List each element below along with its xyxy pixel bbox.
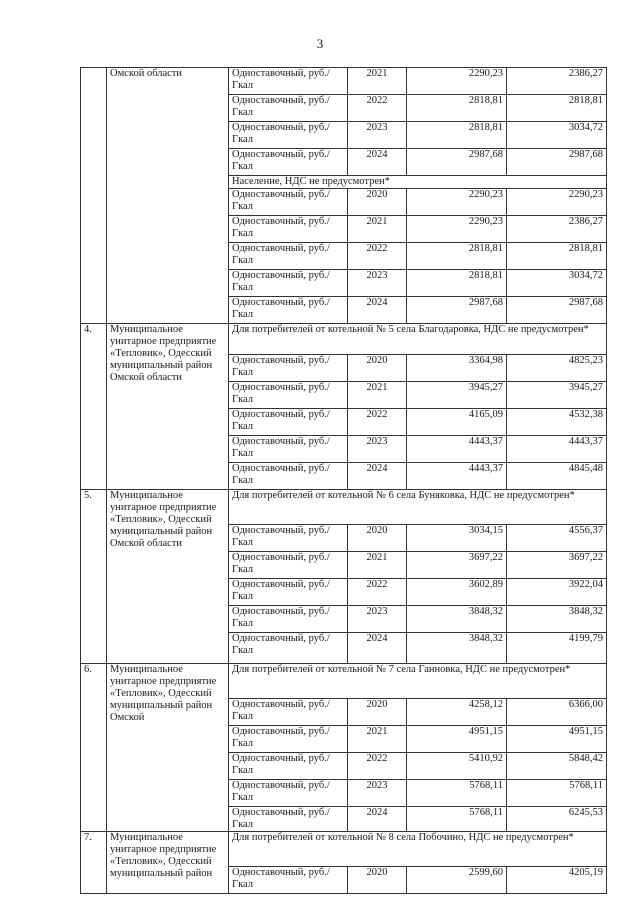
tariff-type: Одноставочный, руб./Гкал (229, 189, 348, 216)
tariff-value-second-half: 4825,23 (507, 355, 607, 382)
year-cell: 2023 (348, 270, 407, 297)
tariff-value-first-half: 3697,22 (407, 552, 507, 579)
tariff-value-first-half: 5768,11 (407, 780, 507, 807)
tariff-type: Одноставочный, руб./Гкал (229, 409, 348, 436)
year-cell: 2020 (348, 355, 407, 382)
page-number: 3 (316, 36, 324, 51)
tariff-value-first-half: 4165,09 (407, 409, 507, 436)
section-header-row (81, 832, 607, 867)
row-number: 6. (81, 664, 107, 832)
tariff-value-first-half: 2290,23 (407, 68, 507, 95)
row-number (81, 68, 107, 324)
tariff-type: Одноставочный, руб./Гкал (229, 216, 348, 243)
tariff-value-second-half: 2987,68 (507, 149, 607, 176)
tariff-value-second-half: 2818,81 (507, 95, 607, 122)
year-cell: 2022 (348, 409, 407, 436)
tariff-value-second-half: 3697,22 (507, 552, 607, 579)
tariff-type: Одноставочный, руб./Гкал (229, 243, 348, 270)
tariff-value-first-half: 3034,15 (407, 525, 507, 552)
tariff-value-first-half: 2818,81 (407, 122, 507, 149)
organization-name: Омской области (107, 68, 229, 324)
year-cell: 2024 (348, 463, 407, 490)
tariff-type: Одноставочный, руб./Гкал (229, 149, 348, 176)
year-cell: 2020 (348, 525, 407, 552)
tariff-value-first-half: 3848,32 (407, 633, 507, 664)
tariff-value-second-half: 3034,72 (507, 122, 607, 149)
year-cell: 2022 (348, 579, 407, 606)
year-cell: 2023 (348, 780, 407, 807)
row-number: 7. (81, 832, 107, 894)
tariff-value-second-half: 4532,38 (507, 409, 607, 436)
tariff-type: Одноставочный, руб./Гкал (229, 753, 348, 780)
tariff-value-second-half: 2386,27 (507, 216, 607, 243)
tariff-type: Одноставочный, руб./Гкал (229, 463, 348, 490)
tariff-type: Одноставочный, руб./Гкал (229, 382, 348, 409)
section-header-row (81, 490, 607, 525)
tariff-value-second-half: 2290,23 (507, 189, 607, 216)
tariff-value-first-half: 4951,15 (407, 726, 507, 753)
tariff-value-first-half: 2599,60 (407, 867, 507, 894)
tariff-value-second-half: 4205,19 (507, 867, 607, 894)
tariff-value-first-half: 2290,23 (407, 189, 507, 216)
tariff-value-first-half: 5410,92 (407, 753, 507, 780)
tariff-value-second-half: 4951,15 (507, 726, 607, 753)
tariff-value-second-half: 3848,32 (507, 606, 607, 633)
year-cell: 2020 (348, 867, 407, 894)
year-cell: 2021 (348, 552, 407, 579)
tariff-type: Одноставочный, руб./Гкал (229, 579, 348, 606)
organization-name: Муниципальное унитарное предприятие «Тепловик», Одесский муниципальный район (107, 832, 229, 894)
tariff-value-first-half: 5768,11 (407, 807, 507, 832)
year-cell: 2022 (348, 243, 407, 270)
tariff-type: Одноставочный, руб./Гкал (229, 780, 348, 807)
tariff-value-first-half: 4443,37 (407, 436, 507, 463)
year-cell: 2024 (348, 633, 407, 664)
tariff-value-first-half: 3602,89 (407, 579, 507, 606)
tariff-type: Одноставочный, руб./Гкал (229, 699, 348, 726)
consumer-group-header: Для потребителей от котельной № 5 села Благодаровка, НДС не предусмотрен* (229, 324, 607, 355)
tariff-value-second-half: 4199,79 (507, 633, 607, 664)
organization-name: Муниципальное унитарное предприятие «Тепловик», Одесский муниципальный район Омской области (107, 324, 229, 490)
year-cell: 2023 (348, 606, 407, 633)
tariff-type: Одноставочный, руб./Гкал (229, 95, 348, 122)
tariff-type: Одноставочный, руб./Гкал (229, 606, 348, 633)
section-header-row (81, 664, 607, 699)
tariff-type: Одноставочный, руб./Гкал (229, 552, 348, 579)
year-cell: 2024 (348, 807, 407, 832)
year-cell: 2024 (348, 149, 407, 176)
tariff-value-first-half: 3945,27 (407, 382, 507, 409)
year-cell: 2021 (348, 726, 407, 753)
tariff-value-first-half: 2818,81 (407, 95, 507, 122)
year-cell: 2024 (348, 297, 407, 324)
tariff-type: Одноставочный, руб./Гкал (229, 355, 348, 382)
tariff-value-first-half: 2290,23 (407, 216, 507, 243)
year-cell: 2023 (348, 436, 407, 463)
tariff-value-second-half: 2386,27 (507, 68, 607, 95)
year-cell: 2022 (348, 753, 407, 780)
tariff-type: Одноставочный, руб./Гкал (229, 633, 348, 664)
consumer-group-header: Для потребителей от котельной № 6 села Буняковка, НДС не предусмотрен* (229, 490, 607, 525)
consumer-group-header: Для потребителей от котельной № 8 села Побочино, НДС не предусмотрен* (229, 832, 607, 867)
tariff-type: Одноставочный, руб./Гкал (229, 68, 348, 95)
year-cell: 2020 (348, 699, 407, 726)
tariff-value-second-half: 2987,68 (507, 297, 607, 324)
tariff-value-second-half: 3922,04 (507, 579, 607, 606)
tariff-type: Одноставочный, руб./Гкал (229, 867, 348, 894)
year-cell: 2023 (348, 122, 407, 149)
tariff-value-second-half: 4845,48 (507, 463, 607, 490)
tariff-value-first-half: 2987,68 (407, 149, 507, 176)
organization-name: Муниципальное унитарное предприятие «Тепловик», Одесский муниципальный район Омской области (107, 490, 229, 664)
tariff-value-first-half: 3848,32 (407, 606, 507, 633)
tariff-value-second-half: 5848,42 (507, 753, 607, 780)
tariff-value-first-half: 2987,68 (407, 297, 507, 324)
year-cell: 2021 (348, 68, 407, 95)
tariff-value-second-half: 3034,72 (507, 270, 607, 297)
tariff-value-second-half: 5768,11 (507, 780, 607, 807)
tariff-value-second-half: 3945,27 (507, 382, 607, 409)
consumer-group-header: Население, НДС не предусмотрен* (229, 176, 607, 189)
tariff-value-second-half: 6245,53 (507, 807, 607, 832)
tariff-value-second-half: 4443,37 (507, 436, 607, 463)
tariff-value-second-half: 6366,00 (507, 699, 607, 726)
year-cell: 2020 (348, 189, 407, 216)
row-number: 4. (81, 324, 107, 490)
tariff-value-first-half: 4443,37 (407, 463, 507, 490)
year-cell: 2022 (348, 95, 407, 122)
tariff-value-first-half: 3364,98 (407, 355, 507, 382)
tariff-type: Одноставочный, руб./Гкал (229, 297, 348, 324)
consumer-group-header: Для потребителей от котельной № 7 села Ганновка, НДС не предусмотрен* (229, 664, 607, 699)
tariff-value-second-half: 2818,81 (507, 243, 607, 270)
tariff-value-first-half: 4258,12 (407, 699, 507, 726)
tariff-type: Одноставочный, руб./Гкал (229, 436, 348, 463)
tariff-type: Одноставочный, руб./Гкал (229, 270, 348, 297)
tariff-value-second-half: 4556,37 (507, 525, 607, 552)
tariff-type: Одноставочный, руб./Гкал (229, 807, 348, 832)
tariff-type: Одноставочный, руб./Гкал (229, 525, 348, 552)
tariff-table (80, 67, 607, 894)
tariff-type: Одноставочный, руб./Гкал (229, 122, 348, 149)
tariff-type: Одноставочный, руб./Гкал (229, 726, 348, 753)
row-number: 5. (81, 490, 107, 664)
organization-name: Муниципальное унитарное предприятие «Тепловик», Одесский муниципальный район Омской (107, 664, 229, 832)
section-header-row (81, 324, 607, 355)
tariff-row (81, 68, 607, 95)
tariff-value-first-half: 2818,81 (407, 270, 507, 297)
tariff-value-first-half: 2818,81 (407, 243, 507, 270)
year-cell: 2021 (348, 216, 407, 243)
year-cell: 2021 (348, 382, 407, 409)
